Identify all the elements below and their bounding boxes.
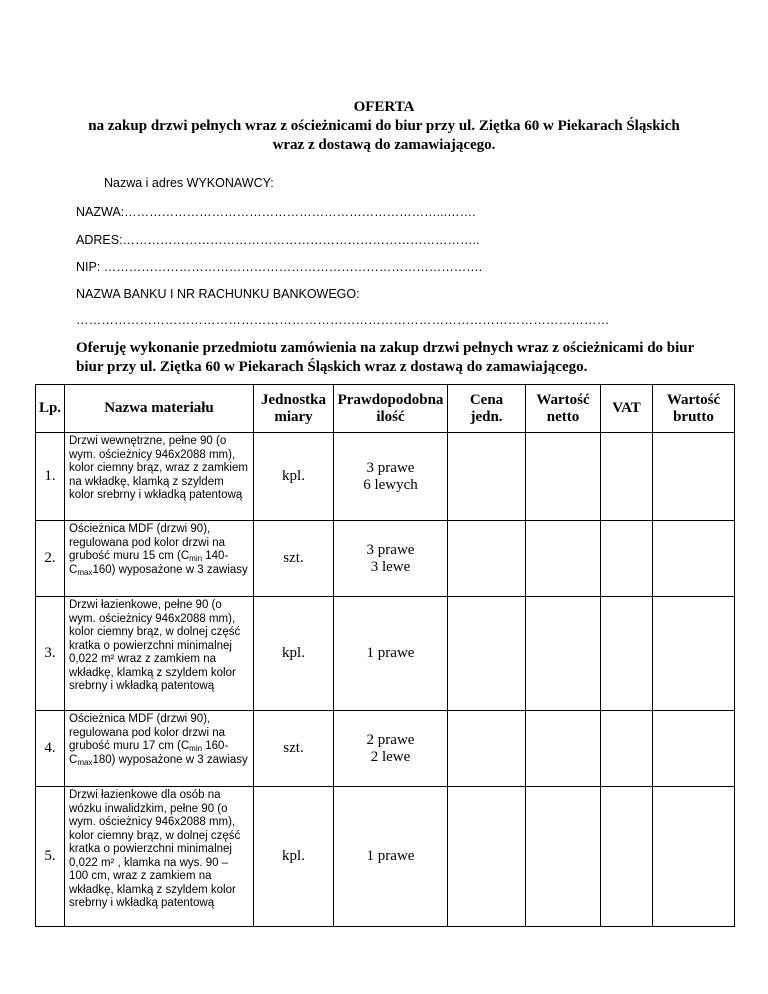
row-material-name: Drzwi łazienkowe, pełne 90 (o wym. ościeżnicy 946x2088 mm), kolor ciemny brąz, w dolnej część kratka o powierzchni minimalnej 0,022 m² wraz z zamkiem na wkładkę, klamką z szyldem kolor srebrny i wkładką patentową [65,597,254,711]
row-vat-cell [601,787,653,927]
row-lp: 1. [36,433,65,521]
row-net-cell [526,597,601,711]
row-unit: kpl. [254,597,334,711]
header-net: Wartość netto [526,385,601,433]
row-price-cell [448,597,526,711]
row-quantity: 1 prawe [334,597,448,711]
header-lp: Lp. [36,385,65,433]
row-gross-cell [653,597,735,711]
title-subtitle-line1: na zakup drzwi pełnych wraz z ościeżnicami do biur przy ul. Ziętka 60 w Piekarach Śląskich [88,118,680,134]
row-lp: 3. [36,597,65,711]
row-price-cell [448,787,526,927]
row-material-name: Ościeżnica MDF (drzwi 90), regulowana pod kolor drzwi na grubość muru 17 cm ($C_{min}$ $160-C_{max}180$) wyposażone w 3 zawiasy [65,711,254,787]
row-net-cell [526,433,601,521]
row-quantity: 3 prawe 3 lewe [334,521,448,597]
title-subtitle-line2: wraz z dostawą do zamawiającego. [272,137,496,153]
row-net-cell [526,711,601,787]
row-lp: 2. [36,521,65,597]
table-row [36,787,735,927]
row-vat-cell [601,433,653,521]
header-gross: Wartość brutto [653,385,735,433]
header-unit: Jednostka miary [254,385,334,433]
row-price-cell [448,433,526,521]
row-quantity: 3 prawe 6 lewych [334,433,448,521]
row-unit: kpl. [254,787,334,927]
header-qty: Prawdopodobna ilość [334,385,448,433]
table-row [36,521,735,597]
offer-statement: Oferuję wykonanie przedmiotu zamówienia na zakup drzwi pełnych wraz z ościeżnicami do biur biur przy ul. Ziętka 60 w Piekarach Śląskich wraz z dostawą do zamawiającego. [76,340,695,375]
row-unit: szt. [254,711,334,787]
row-gross-cell [653,711,735,787]
row-gross-cell [653,787,735,927]
materials-table [35,384,735,927]
row-net-cell [526,787,601,927]
header-price: Cena jedn. [448,385,526,433]
row-lp: 4. [36,711,65,787]
row-unit: kpl. [254,433,334,521]
row-unit: szt. [254,521,334,597]
table-row [36,433,735,521]
row-material-name: Ościeżnica MDF (drzwi 90), regulowana pod kolor drzwi na grubość muru 15 cm ($C_{min}$ $140-C_{max}160$) wyposażone w 3 zawiasy [65,521,254,597]
row-vat-cell [601,521,653,597]
header-vat: VAT [601,385,653,433]
row-price-cell [448,711,526,787]
row-vat-cell [601,711,653,787]
row-gross-cell [653,521,735,597]
contractor-bank-line: ……………………………………………………………………………………………………………… [76,313,610,327]
row-gross-cell [653,433,735,521]
table-header-row [36,385,735,433]
header-name: Nazwa materiału [65,385,254,433]
title-oferta: OFERTA [353,99,415,115]
contractor-address-field: ADRES:………………………………………………………………………….. [76,233,480,247]
row-quantity: 1 prawe [334,787,448,927]
row-price-cell [448,521,526,597]
row-quantity: 2 prawe 2 lewe [334,711,448,787]
contractor-heading: Nazwa i adres WYKONAWCY: [104,176,274,190]
row-vat-cell [601,597,653,711]
table-row [36,597,735,711]
contractor-bank-label: NAZWA BANKU I NR RACHUNKU BANKOWEGO: [76,287,360,301]
document-title [0,98,768,155]
row-material-name: Drzwi łazienkowe dla osób na wózku inwalidzkim, pełne 90 (o wym. ościeżnicy 946x2088 mm), kolor ciemny brąz, w dolnej część kratka o powierzchni minimalnej 0,022 m² , klamka na wys. 90 – 100 cm, wraz z zamkiem na wkładkę, klamką z szyldem kolor srebrny i wkładką patentową [65,787,254,927]
row-lp: 5. [36,787,65,927]
row-net-cell [526,521,601,597]
row-material-name: Drzwi wewnętrzne, pełne 90 (o wym. ościeżnicy 946x2088 mm), kolor ciemny brąz, wraz z zamkiem na wkładkę, klamką z szyldem kolor srebrny i wkładką patentową [65,433,254,521]
contractor-nip-field: NIP: ………………………………………………………………………………. [76,260,483,274]
table-row [36,711,735,787]
contractor-name-field: NAZWA:…………………………………………………………………...……. [76,205,476,219]
